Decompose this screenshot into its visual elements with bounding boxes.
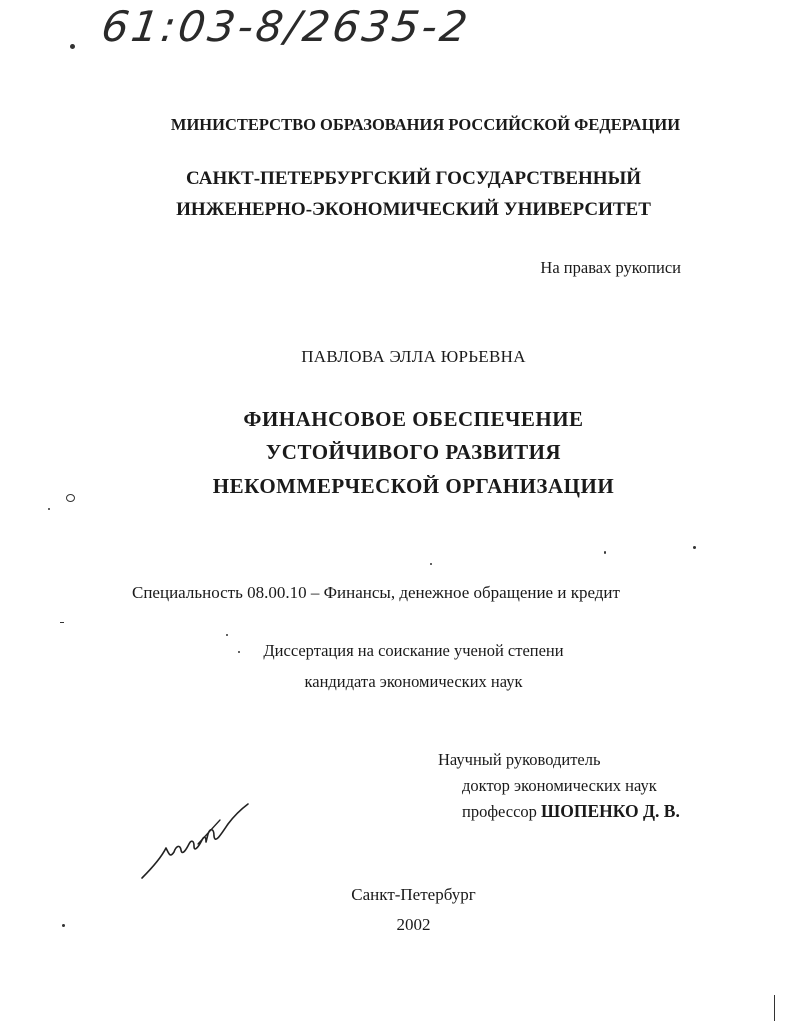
author-name: ПАВЛОВА ЭЛЛА ЮРЬЕВНА xyxy=(301,347,526,366)
specialty-line: Специальность 08.00.10 – Финансы, денежное обращение и кредит xyxy=(132,583,620,602)
title-line-2: УСТОЙЧИВОГО РАЗВИТИЯ xyxy=(265,440,562,464)
dissertation-degree-line-2: кандидата экономических наук xyxy=(304,672,523,691)
university-name-line-2: ИНЖЕНЕРНО-ЭКОНОМИЧЕСКИЙ УНИВЕРСИТЕТ xyxy=(176,199,651,220)
advisor-rank: профессор xyxy=(462,802,537,821)
scan-speck xyxy=(238,651,240,653)
scan-speck xyxy=(62,924,65,927)
city: Санкт-Петербург xyxy=(351,885,476,904)
scan-speck xyxy=(48,508,50,510)
dissertation-degree-line-1: Диссертация на соискание ученой степени xyxy=(263,641,564,660)
advisor-degree: доктор экономических наук xyxy=(462,776,657,795)
year: 2002 xyxy=(396,915,431,934)
rights-note: На правах рукописи xyxy=(540,258,681,277)
scan-speck xyxy=(70,44,75,49)
university-name-line-1: САНКТ-ПЕТЕРБУРГСКИЙ ГОСУДАРСТВЕННЫЙ xyxy=(185,168,642,189)
signature-icon xyxy=(136,800,256,885)
advisor-label: Научный руководитель xyxy=(438,750,601,769)
title-line-3: НЕКОММЕРЧЕСКОЙ ОРГАНИЗАЦИИ xyxy=(212,474,615,498)
ministry-heading: МИНИСТЕРСТВО ОБРАЗОВАНИЯ РОССИЙСКОЙ ФЕДЕРАЦИИ xyxy=(170,115,681,134)
advisor-rank-and-name xyxy=(462,801,680,822)
scan-speck xyxy=(693,546,696,549)
archive-code-handwritten: 61:03-8/2635-2 xyxy=(98,2,474,51)
advisor-name: ШОПЕНКО Д. В. xyxy=(541,801,680,821)
scan-speck xyxy=(430,563,432,565)
scan-speck xyxy=(226,634,228,636)
scan-speck xyxy=(60,622,64,623)
scan-speck xyxy=(66,494,75,502)
scan-speck xyxy=(604,551,606,554)
scan-speck xyxy=(774,995,775,1021)
title-line-1: ФИНАНСОВОЕ ОБЕСПЕЧЕНИЕ xyxy=(243,407,584,431)
